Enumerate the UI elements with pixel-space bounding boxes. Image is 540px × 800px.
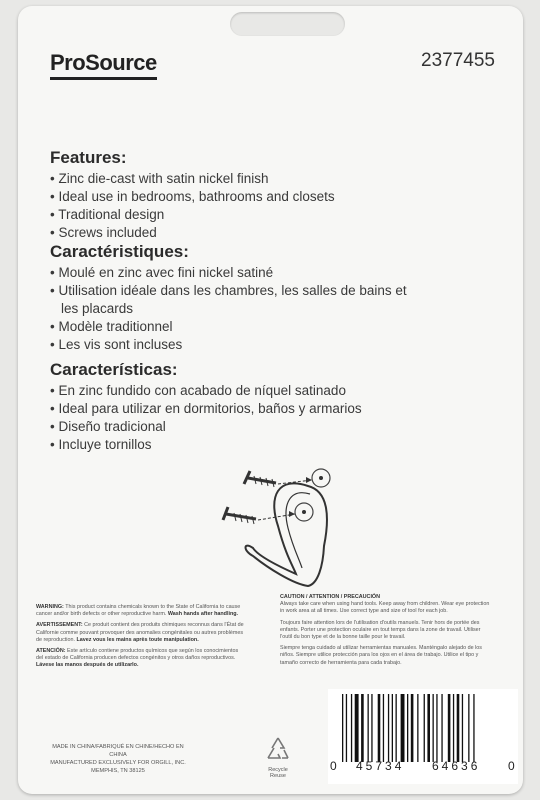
barcode-bar (424, 694, 425, 762)
barcode-bar (462, 694, 463, 762)
barcode-bar (351, 694, 352, 762)
caracteristiques-item: • Les vis sont incluses (50, 336, 490, 354)
sku-number: 2377455 (421, 50, 495, 71)
barcode-bars (340, 694, 508, 762)
barcode-bar (342, 694, 343, 762)
reuse-label: Reuse (270, 773, 286, 779)
product-card-back (18, 6, 523, 794)
recycle-mark (258, 736, 298, 779)
caracteristiques-item: • Moulé en zinc avec fini nickel satiné (50, 264, 490, 282)
caution-block (280, 594, 492, 671)
barcode-bar (473, 694, 474, 762)
caution-title: CAUTION / ATTENTION / PRECAUCIÓN (280, 594, 381, 600)
barcode-bar (448, 694, 451, 762)
caution-text-fr: Toujours faire attention lors de l'utilisation d'outils manuels. Tenir hors de portée des enfants. Porter une protection oculaire en tout temps dans la zone de travail. Utiliser l'outil du bon type et de la bonne taille pour le travail. (280, 619, 481, 641)
features-section (50, 148, 490, 242)
warning-bold-es: Lávese las manos después de utilizarlo. (36, 662, 139, 669)
warning-text-en: This product contains chemicals known to the State of California to cause cancer and/or birth defects or other reproductive harm. (36, 604, 241, 618)
barcode-group-left: 45734 (356, 759, 405, 773)
barcode-bar (411, 694, 414, 762)
barcode-bar (436, 694, 437, 762)
warning-label-es: ATENCIÓN: (36, 648, 66, 655)
features-item: • Zinc die-cast with satin nickel finish (50, 170, 490, 188)
barcode-bar (361, 694, 364, 762)
features-item: • Ideal use in bedrooms, bathrooms and closets (50, 188, 490, 206)
recycle-label: Recycle (268, 767, 288, 773)
barcode-bar (368, 694, 369, 762)
warning-label-en: WARNING: (36, 604, 64, 610)
barcode-bar (417, 694, 418, 762)
caracteristiques-title: Caractéristiques: (50, 242, 189, 261)
caracteristicas-item: • En zinc fundido con acabado de níquel satinado (50, 382, 490, 400)
barcode-bar (457, 694, 460, 762)
warning-label-fr: AVERTISSEMENT: (36, 622, 83, 629)
warning-text-fr: Ce produit contient des produits chimiques reconnus dans l'État de Californie comme pouvant provoquer des anomalies congénitales ou autres problèmes de reproduction. (36, 622, 244, 643)
barcode-bar (468, 694, 469, 762)
barcode-bar (346, 694, 347, 762)
caracteristiques-item: • Utilisation idéale dans les chambres, les salles de bains et les placards (50, 282, 411, 318)
barcode-bar (427, 694, 430, 762)
made-in-text: MADE IN CHINA/FABRIQUÉ EN CHINE/HECHO EN CHINA (52, 744, 184, 758)
hang-hole (230, 12, 345, 36)
brand-logo: ProSource (50, 50, 157, 80)
screw-icon (223, 507, 256, 524)
barcode-bar (453, 694, 454, 762)
barcode-bar (392, 694, 393, 762)
hook-installation-diagram (198, 456, 368, 596)
warning-bold-fr: Lavez vous les mains après toute manipulation. (76, 636, 199, 643)
warning-bold-en: Wash hands after handling. (167, 611, 239, 618)
manufacturer-info (48, 743, 188, 775)
city-text: MEMPHIS, TN 38125 (91, 768, 145, 774)
barcode-bar (433, 694, 434, 762)
caracteristiques-item: • Modèle traditionnel (50, 318, 490, 336)
caracteristicas-title: Características: (50, 360, 178, 379)
caution-text-en: Always take care when using hand tools. Keep away from children. Wear eye protection in work area at all times. Use correct type and size of tool for each job. (280, 601, 490, 615)
features-item: • Traditional design (50, 206, 490, 224)
barcode-digit-first: 0 (330, 759, 337, 773)
barcode-bar (407, 694, 408, 762)
distributor-text: MANUFACTURED EXCLUSIVELY FOR ORGILL, INC. (50, 760, 186, 766)
screw-icon (244, 471, 276, 487)
caracteristicas-item: • Incluye tornillos (50, 436, 490, 454)
barcode-group-right: 64636 (432, 759, 481, 773)
barcode-bar (378, 694, 381, 762)
features-title: Features: (50, 148, 127, 167)
chemical-warnings (36, 604, 246, 674)
caution-text-es: Siempre tenga cuidado al utilizar herramientas manuales. Manténgalo alejado de los niños. Siempre utilice protección para los ojos en el área de trabajo. Utilice el tipo y tamaño correcto de herramienta para cada trabajo. (280, 645, 482, 666)
upc-barcode (328, 689, 518, 784)
caracteristicas-item: • Ideal para utilizar en dormitorios, baños y armarios (50, 400, 490, 418)
recycle-icon (264, 736, 292, 762)
barcode-bar (396, 694, 397, 762)
barcode-bar (355, 694, 359, 762)
caracteristiques-section (50, 242, 490, 354)
barcode-digit-last: 0 (508, 759, 515, 773)
barcode-bar (441, 694, 442, 762)
caracteristicas-item: • Diseño tradicional (50, 418, 490, 436)
caracteristicas-section (50, 360, 490, 454)
barcode-bar (383, 694, 384, 762)
barcode-bar (401, 694, 405, 762)
barcode-bar (371, 694, 372, 762)
features-item: • Screws included (50, 224, 490, 242)
warning-text-es: Este artículo contiene productos químicos que según los conocimientos del estado de California producen defectos congénitos y otros daños reproductivos. (36, 648, 239, 662)
barcode-bar (388, 694, 389, 762)
